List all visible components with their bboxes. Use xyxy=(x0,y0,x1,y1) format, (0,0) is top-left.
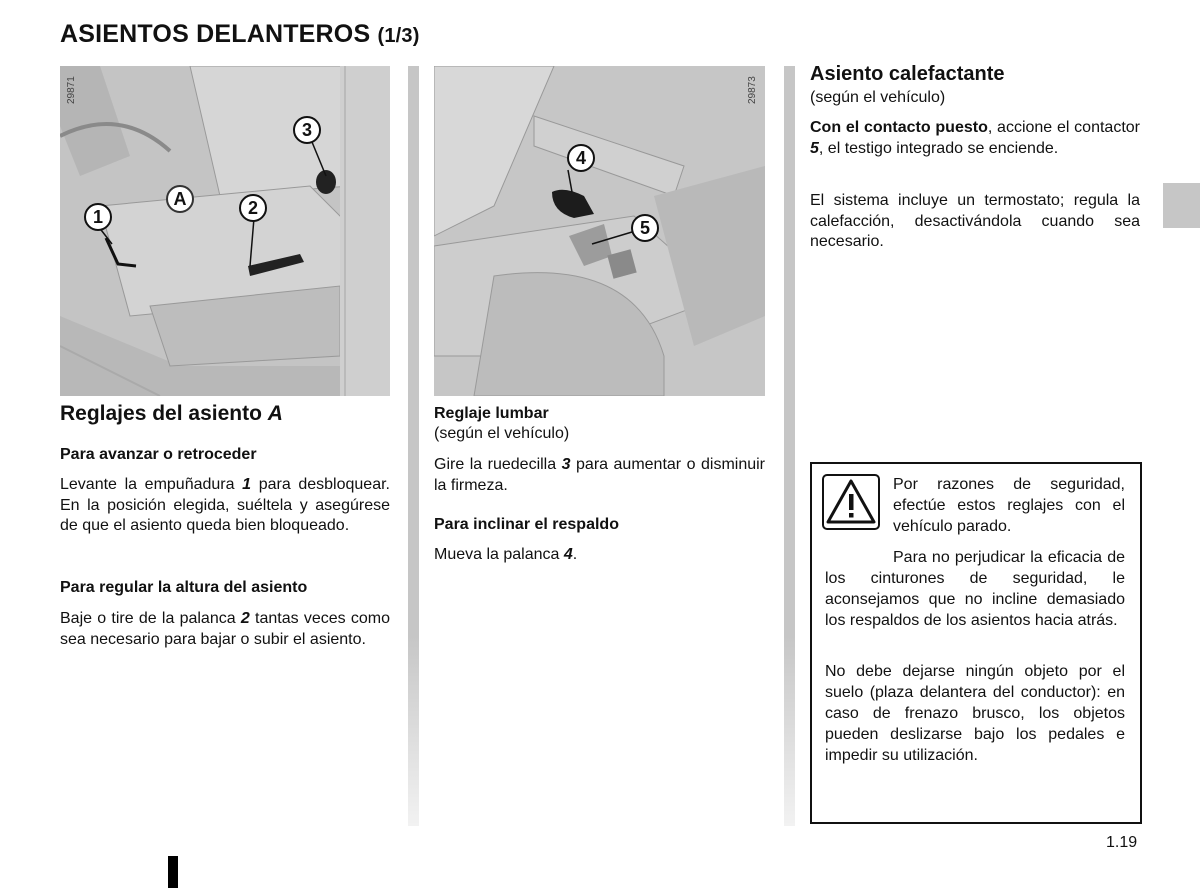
ref-number-3: 3 xyxy=(561,456,571,473)
note-calefactante: (según el vehículo) xyxy=(810,89,946,106)
warning-triangle-icon xyxy=(822,474,880,530)
subheading-altura: Para regular la altura del asiento xyxy=(60,579,308,596)
seat-illustration-left xyxy=(60,66,390,396)
warning-text-1: Por razones de seguridad, efectúe estos reglajes con el vehículo parado. xyxy=(893,476,1125,535)
text-altura xyxy=(60,609,390,650)
text-calefactante-1-a: , accione el contactor xyxy=(987,119,1140,136)
text-avanzar-a: Levante la empuñadura xyxy=(60,476,243,493)
heading-reglajes-text: Reglajes del asiento xyxy=(60,402,262,425)
ref-number-4: 4 xyxy=(563,546,573,563)
seat-drawing-left xyxy=(60,66,390,396)
text-altura-a: Baje o tire de la palanca xyxy=(60,610,241,627)
text-calefactante-1 xyxy=(810,118,1140,159)
text-lumbar-a: Gire la ruedecilla xyxy=(434,456,562,473)
ref-number-5: 5 xyxy=(810,139,819,157)
text-altura-b: tantas veces como sea necesario para bajar o subir el asiento. xyxy=(60,610,391,648)
text-avanzar xyxy=(60,475,390,537)
seat-drawing-middle xyxy=(434,66,765,396)
text-calefactante-2: El sistema incluye un termostato; regula la calefacción, desactivándola cuando sea necesario. xyxy=(810,192,1140,250)
callout-4: 4 xyxy=(567,144,595,172)
column-divider-2 xyxy=(784,66,795,826)
text-respaldo-b: . xyxy=(572,546,578,563)
heading-reglajes-letter: A xyxy=(267,402,283,425)
subheading-respaldo: Para inclinar el respaldo xyxy=(434,516,619,533)
figure-code-middle: 29873 xyxy=(747,76,758,104)
text-lumbar xyxy=(434,455,765,496)
callout-1: 1 xyxy=(84,203,112,231)
text-respaldo xyxy=(434,545,765,566)
crop-mark xyxy=(168,856,178,888)
text-calefactante-1-b: , el testigo integrado se enciende. xyxy=(818,139,1059,157)
text-respaldo-a: Mueva la palanca xyxy=(434,546,564,563)
warning-text-3: No debe dejarse ningún objeto por el suelo (plaza delantera del conductor): en caso de frenazo brusco, los objetos pueden deslizarse bajo los pedales e impedir su utilización. xyxy=(825,663,1125,764)
heading-reglajes xyxy=(60,402,283,426)
warning-text-2: Para no perjudicar la eficacia de los cinturones de seguridad, le aconsejamos que no incline demasiado los respaldos de los asientos hacia atrás. xyxy=(825,549,1125,629)
page-title-text: ASIENTOS DELANTEROS xyxy=(60,20,371,48)
ref-number-2: 2 xyxy=(240,610,250,627)
seat-illustration-middle xyxy=(434,66,765,396)
section-thumb-tab xyxy=(1163,183,1200,228)
callout-2: 2 xyxy=(239,194,267,222)
text-avanzar-b: para desbloquear. En la posición elegida, suéltela y asegúrese de que el asiento queda bien bloqueado. xyxy=(60,476,390,534)
note-lumbar: (según el vehículo) xyxy=(434,425,570,442)
subheading-avanzar: Para avanzar o retroceder xyxy=(60,446,257,463)
text-lumbar-b: para aumentar o disminuir la firmeza. xyxy=(434,456,766,494)
ref-number-1: 1 xyxy=(242,476,252,493)
page-title xyxy=(60,20,420,49)
text-calefactante-1-bold: Con el contacto puesto xyxy=(810,119,988,136)
page-title-suffix: (1/3) xyxy=(377,25,420,47)
subheading-lumbar: Reglaje lumbar xyxy=(434,405,549,422)
heading-calefactante: Asiento calefactante xyxy=(810,63,1005,85)
callout-a: A xyxy=(166,185,194,213)
callout-3: 3 xyxy=(293,116,321,144)
callout-5: 5 xyxy=(631,214,659,242)
page-number: 1.19 xyxy=(1106,834,1138,851)
figure-code-left: 29871 xyxy=(66,76,77,104)
column-divider-1 xyxy=(408,66,419,826)
